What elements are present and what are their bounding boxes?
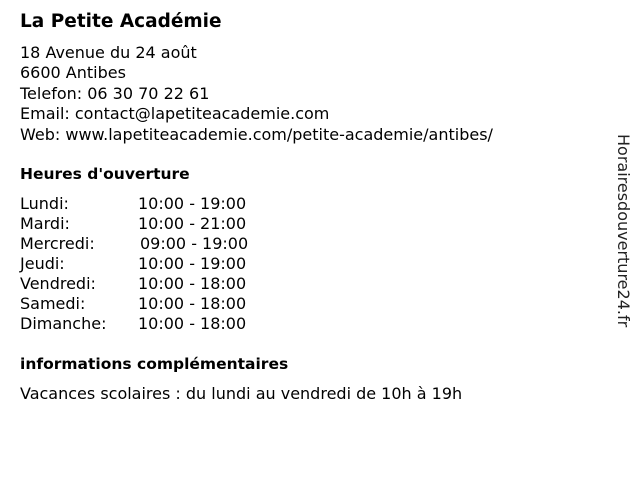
- opening-hours-table: [20, 194, 280, 334]
- site-watermark: Horairesdouverture24.fr: [614, 134, 633, 328]
- phone-number: Telefon: 06 30 70 22 61: [20, 83, 210, 103]
- hours-row-thursday: [20, 254, 280, 274]
- hours-row-wednesday: [20, 234, 280, 254]
- opening-hours-heading: Heures d'ouverture: [20, 165, 190, 183]
- time-range: 10:00 - 19:00: [138, 194, 247, 213]
- hours-row-sunday: [20, 314, 280, 334]
- street-address: 18 Avenue du 24 août: [20, 43, 197, 62]
- additional-info-heading: informations complémentaires: [20, 355, 289, 373]
- hours-row-monday: [20, 194, 280, 214]
- page-title: La Petite Académie: [20, 11, 222, 32]
- time-range: 10:00 - 18:00: [138, 294, 247, 313]
- hours-row-friday: [20, 274, 280, 294]
- day-label: Lundi:: [20, 194, 69, 213]
- city: 6600 Antibes: [20, 63, 126, 83]
- day-label: Mercredi:: [20, 234, 95, 253]
- address-block: [20, 43, 493, 145]
- day-label: Mardi:: [20, 214, 70, 233]
- day-label: Samedi:: [20, 294, 86, 313]
- day-label: Dimanche:: [20, 314, 107, 333]
- time-range: 10:00 - 21:00: [138, 214, 247, 233]
- additional-info-text: Vacances scolaires : du lundi au vendredi de 10h à 19h: [20, 384, 463, 403]
- website-url: Web: www.lapetiteacademie.com/petite-academie/antibes/: [20, 124, 493, 144]
- time-range: 10:00 - 18:00: [138, 314, 247, 333]
- day-label: Vendredi:: [20, 274, 96, 293]
- hours-row-saturday: [20, 294, 280, 314]
- email-address: Email: contact@lapetiteacademie.com: [20, 104, 330, 124]
- time-range: 10:00 - 18:00: [138, 274, 247, 293]
- time-range: 09:00 - 19:00: [140, 234, 249, 253]
- day-label: Jeudi:: [20, 254, 65, 273]
- time-range: 10:00 - 19:00: [138, 254, 247, 273]
- hours-row-tuesday: [20, 214, 280, 234]
